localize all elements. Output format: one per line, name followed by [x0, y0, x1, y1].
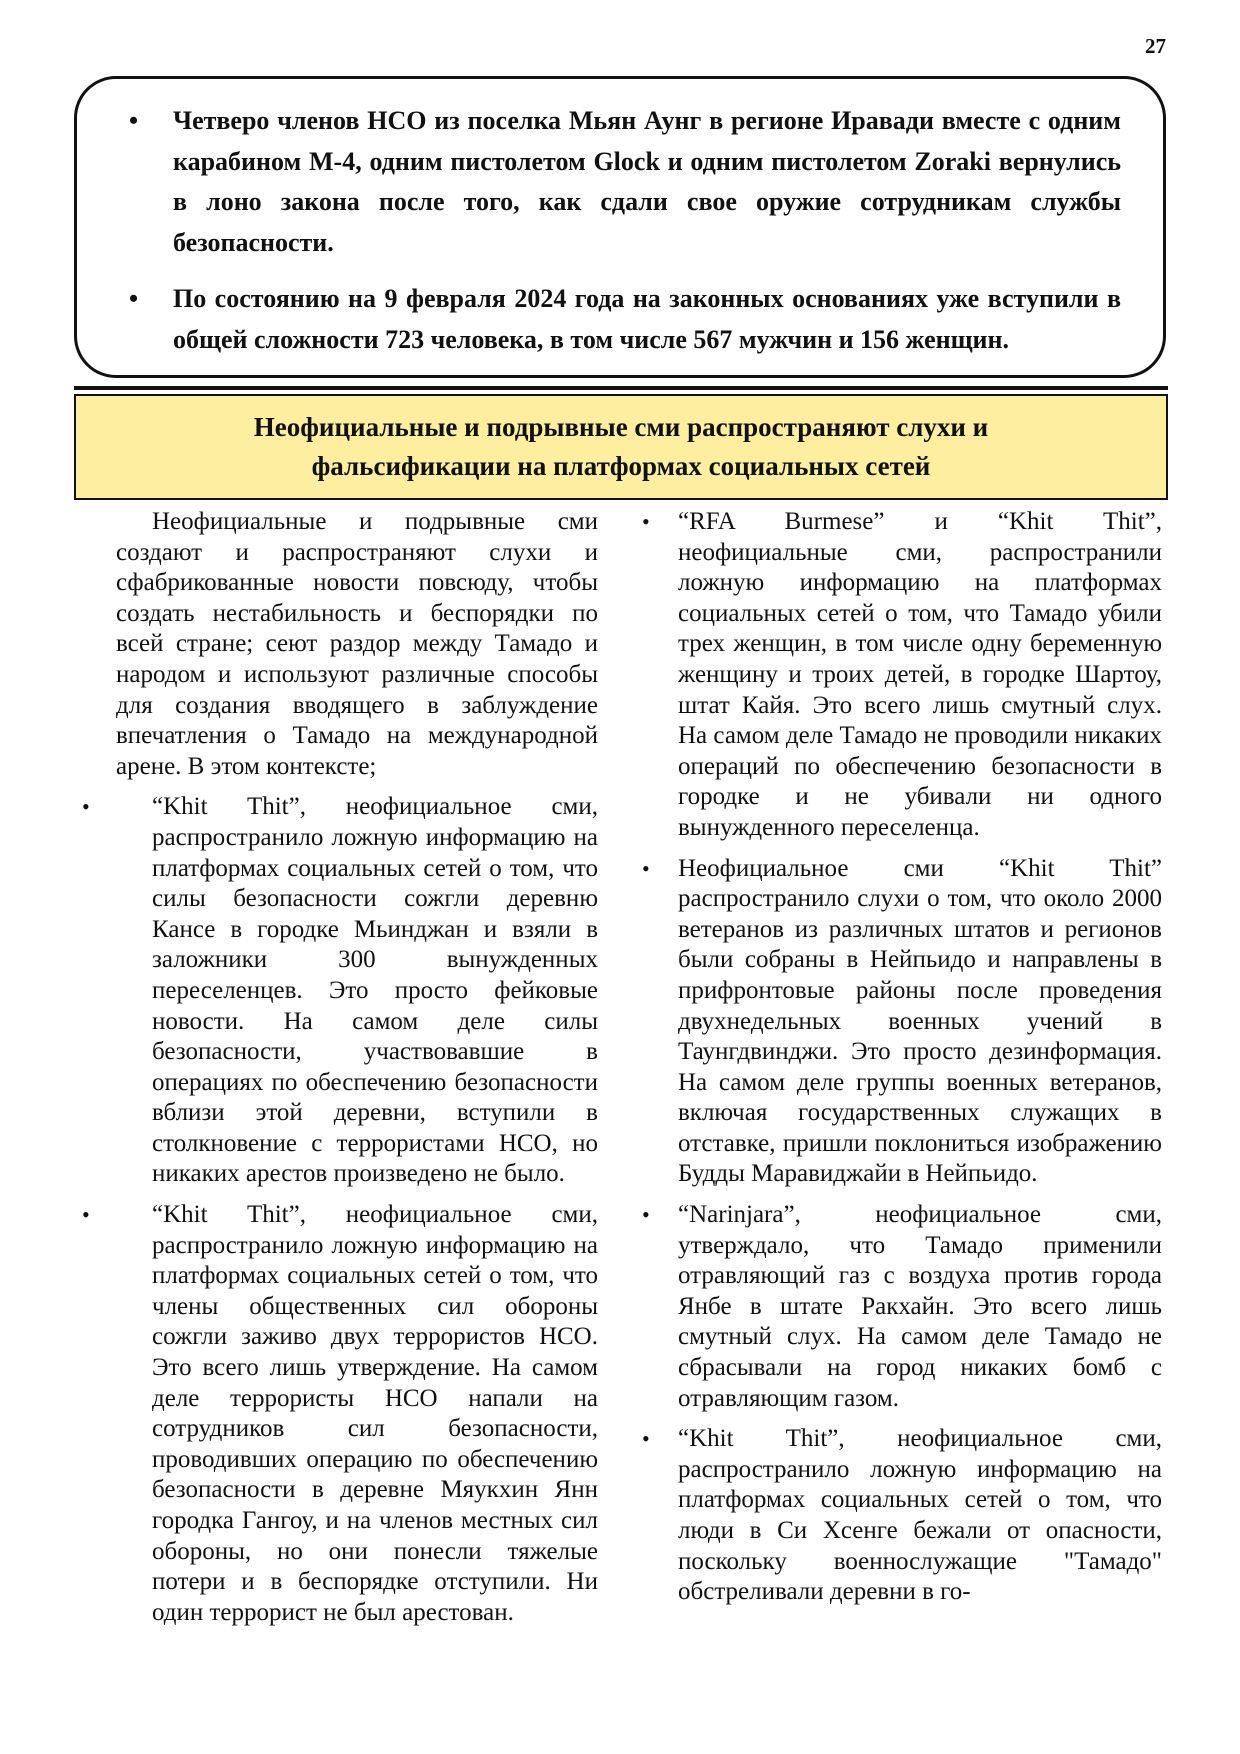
headline-line-2: фальсификации на платформах социальных сетей	[311, 451, 931, 481]
list-item: • “Narinjara”, неофициальное сми, утверждало, что Тамадо применили отравляющий газ с воздуха против города Янбе в штате Ракхайн. Это всего лишь смутный слух. На самом деле Тамадо не сбрасывали на город никаких бомб с отравляющим газом.	[642, 1200, 1162, 1414]
notice-box	[74, 76, 1166, 378]
left-bullet-list	[116, 792, 598, 1628]
right-column	[642, 507, 1162, 1608]
notice-item: • Четверо членов НСО из поселка Мьян Аунг в регионе Иравади вместе с одним карабином М-4, одним пистолетом Glock и одним пистолетом Zoraki вернулись в лоно закона после того, как сдали свое оружие сотрудникам службы безопасности.	[129, 101, 1121, 263]
section-divider	[74, 386, 1168, 390]
list-item: • “RFA Burmese” и “Khit Thit”, неофициальные сми, распространили ложную информацию на платформах социальных сетей о том, что Тамадо убили трех женщин, в том числе одну беременную женщину и троих детей, в городке Шартоу, штат Кайя. Это всего лишь смутный слух. На самом деле Тамадо не проводили никаких операций по обеспечению безопасности в городке и не убивали ни одного вынужденного переселенца.	[642, 507, 1162, 844]
list-item: • “Khit Thit”, неофициальное сми, распространило ложную информацию на платформах социальных сетей о том, что члены общественных сил обороны сожгли заживо двух террористов НСО. Это всего лишь утверждение. На самом деле террористы НСО напали на сотрудников сил безопасности, проводивших операцию по обеспечению безопасности в деревне Мяукхин Янн городка Гангоу, и на членов местных сил обороны, но они понесли тяжелые потери и в беспорядке отступили. Ни один террорист не был арестован.	[76, 1200, 598, 1628]
list-item: • “Khit Thit”, неофициальное сми, распространило ложную информацию на платформах социальных сетей о том, что люди в Си Хсенге бежали от опасности, поскольку военнослужащие "Тамадо" обстреливали деревни в го-	[642, 1424, 1162, 1608]
left-column	[116, 507, 598, 1628]
section-headline	[74, 394, 1168, 500]
list-item: • “Khit Thit”, неофициальное сми, распространило ложную информацию на платформах социальных сетей о том, что силы безопасности сожгли деревню Кансе в городке Мьинджан и взяли в заложники 300 вынужденных переселенцев. Это просто фейковые новости. На самом деле силы безопасности, участвовавшие в операциях по обеспечению безопасности вблизи этой деревни, вступили в столкновение с террористами НСО, но никаких арестов произведено не было.	[76, 792, 598, 1190]
right-bullet-list	[642, 507, 1162, 1608]
page-number: 27	[1145, 34, 1166, 58]
list-item: • Неофициальное сми “Khit Thit” распространило слухи о том, что около 2000 ветеранов из различных штатов и регионов были собраны в Нейпьидо и направлены в прифронтовые районы после проведения двухнедельных военных учений в Таунгдвинджи. Это просто дезинформация. На самом деле группы военных ветеранов, включая государственных служащих в отставке, пришли поклониться изображению Будды Маравиджайи в Нейпьидо.	[642, 854, 1162, 1191]
headline-line-1: Неофициальные и подрывные сми распространяют слухи и	[253, 412, 989, 442]
notice-list	[129, 101, 1121, 360]
intro-paragraph: Неофициальные и подрывные сми создают и распространяют слухи и сфабрикованные новости повсюду, чтобы создать нестабильность и беспорядки по всей стране; сеют раздор между Тамадо и народом и используют различные способы для создания вводящего в заблуждение впечатления о Тамадо на международной арене. В этом контексте;	[116, 508, 598, 780]
notice-item: • По состоянию на 9 февраля 2024 года на законных основаниях уже вступили в общей сложности 723 человека, в том числе 567 мужчин и 156 женщин.	[129, 279, 1121, 360]
